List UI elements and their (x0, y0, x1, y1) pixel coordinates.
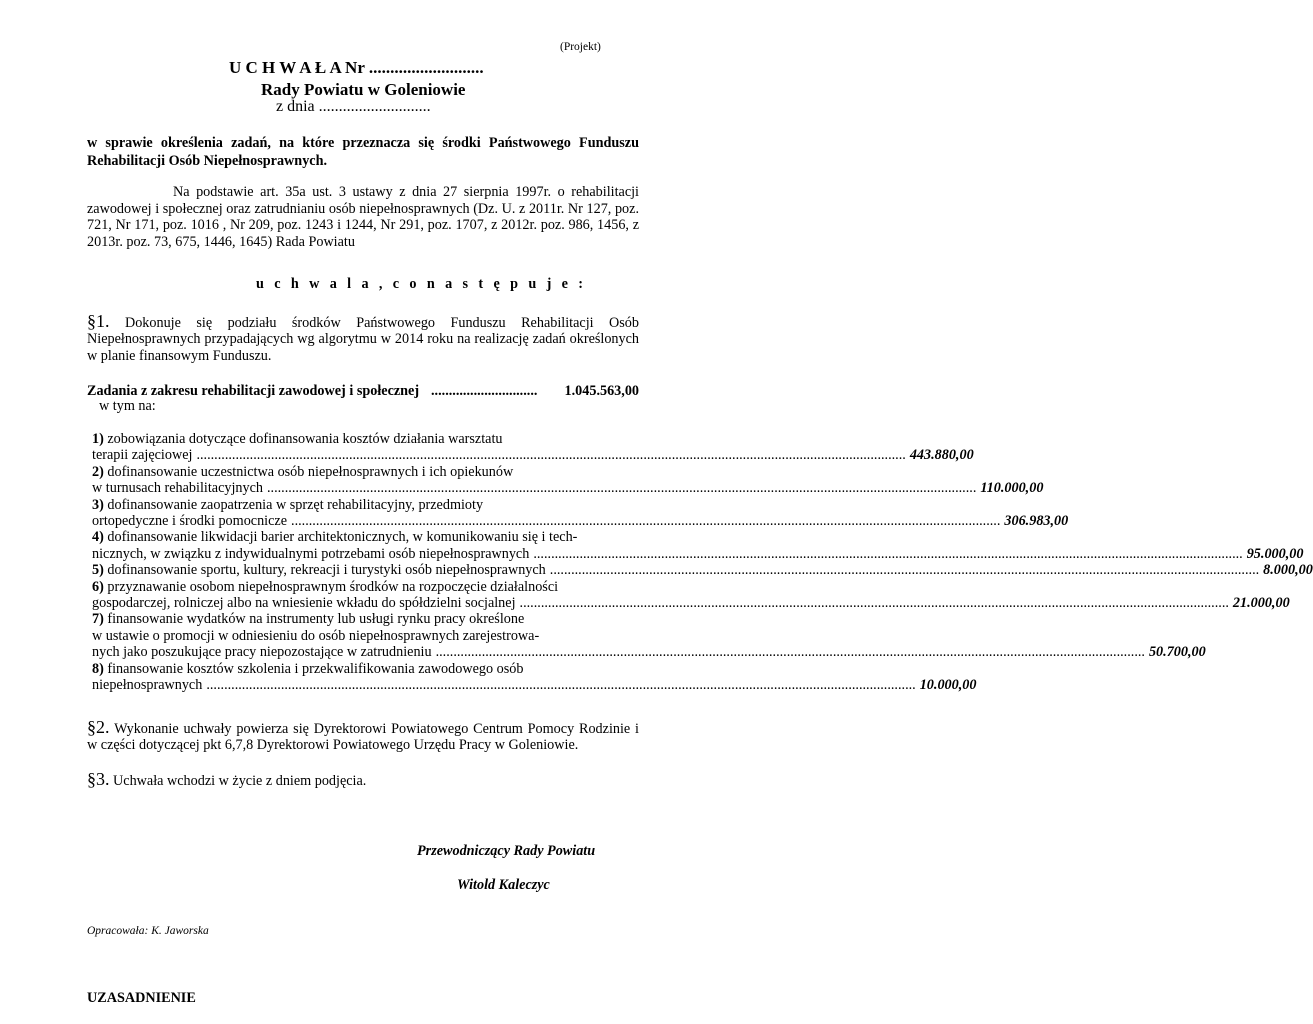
task-amount: 21.000,00 (1232, 594, 1290, 611)
task-text-line: przyznawanie osobom niepełnosprawnym środków na rozpoczęcie działalności (107, 578, 559, 595)
task-text-last: terapii zajęciowej (92, 447, 193, 464)
dot-leader: ........................................................................................................................................................................................................ (291, 512, 1001, 529)
total-intro: w tym na: (99, 398, 156, 414)
total-label: Zadania z zakresu rehabilitacji zawodowej i społecznej (87, 383, 420, 399)
task-number: 3) (92, 496, 104, 513)
task-amount: 306.983,00 (1004, 512, 1069, 529)
task-item (92, 660, 977, 694)
section-1-mark: §1. (87, 311, 110, 331)
task-amount: 443.880,00 (909, 447, 974, 464)
date-line: z dnia ............................ (276, 98, 431, 115)
task-amount: 50.700,00 (1148, 644, 1206, 661)
task-text-line: finansowanie wydatków na instrumenty lub usługi rynku pracy określone (107, 611, 525, 628)
task-text-last: w turnusach rehabilitacyjnych (92, 480, 263, 497)
dot-leader: ........................................................................................................................................................................................................ (206, 676, 916, 693)
dot-leader: ........................................................................................................................................................................................................ (549, 562, 1260, 579)
prepared-by: Opracowała: K. Jaworska (87, 925, 209, 937)
task-number: 8) (92, 660, 104, 677)
section-1-text: Dokonuje się podziału środków Państwowego Funduszu Rehabilitacji Osób Niepełnosprawnych przypadających wg algorytmu w 2014 roku na realizację zadań określonych w planie finansowym Funduszu. (87, 315, 639, 364)
task-item (92, 496, 1069, 530)
resolution-title: U C H W A Ł A Nr ........................... (229, 58, 484, 77)
dot-leader: ........................................................................................................................................................................................................ (435, 644, 1145, 661)
task-amount: 10.000,00 (919, 676, 977, 693)
task-text-last: dofinansowanie sportu, kultury, rekreacji i turystyki osób niepełnosprawnych (107, 562, 546, 579)
task-text-line: zobowiązania dotyczące dofinansowania kosztów działania warsztatu (107, 431, 503, 447)
section-3-text: Uchwała wchodzi w życie z dniem podjęcia. (113, 773, 367, 789)
total-amount: 1.045.563,00 (564, 383, 639, 399)
task-amount: 110.000,00 (980, 480, 1044, 497)
justification-heading: UZASADNIENIE (87, 990, 196, 1006)
resolves-line: u c h w a l a , c o n a s t ę p u j e : (256, 276, 587, 292)
task-item (92, 463, 1044, 497)
task-text-last: niepełnosprawnych (92, 676, 203, 693)
project-note: (Projekt) (560, 41, 601, 53)
dot-leader: ........................................................................................................................................................................................................ (266, 480, 977, 497)
task-text-line: finansowanie kosztów szkolenia i przekwalifikowania zawodowego osób (107, 660, 524, 677)
task-item (92, 562, 1313, 579)
signatory-role: Przewodniczący Rady Powiatu (417, 843, 596, 859)
section-2-text: Wykonanie uchwały powierza się Dyrektorowi Powiatowego Centrum Pomocy Rodzinie i w części dotyczącej pkt 6,7,8 Dyrektorowi Powiatowego Urzędu Pracy w Goleniowie. (87, 721, 639, 754)
section-1 (87, 313, 639, 364)
task-number: 5) (92, 562, 104, 579)
task-text-last: gospodarczej, rolniczej albo na wniesienie wkładu do spółdzielni socjalnej (92, 594, 516, 611)
council-name: Rady Powiatu w Goleniowie (261, 80, 466, 99)
task-number: 7) (92, 611, 104, 628)
signatory-name: Witold Kaleczyc (457, 877, 550, 893)
section-2-mark: §2. (87, 717, 110, 737)
section-3-mark: §3. (87, 769, 110, 789)
resolution-subject: w sprawie określenia zadań, na które przeznacza się środki Państwowego Funduszu Rehabilitacji Osób Niepełnosprawnych. (87, 135, 639, 169)
task-text-line: dofinansowanie likwidacji barier architektonicznych, w komunikowaniu się i tech- (107, 529, 578, 546)
dot-leader: ........................................................................................................................................................................................................ (533, 545, 1243, 562)
task-item (92, 529, 1304, 562)
task-text-last: ortopedyczne i środki pomocnicze (92, 512, 288, 529)
task-number: 4) (92, 529, 104, 546)
task-item (92, 611, 1206, 661)
total-dots: .............................. (431, 383, 538, 399)
task-amount: 8.000,00 (1263, 562, 1313, 579)
task-text-line: w ustawie o promocji w odniesieniu do osób niepełnosprawnych zarejestrowa- (92, 627, 540, 644)
task-number: 1) (92, 431, 104, 447)
dot-leader: ........................................................................................................................................................................................................ (196, 447, 906, 464)
task-text-line: dofinansowanie zaopatrzenia w sprzęt rehabilitacyjny, przedmioty (107, 496, 484, 513)
task-list (92, 431, 1313, 693)
task-item (92, 431, 974, 464)
task-text-last: nych jako poszukujące pracy niepozostające w zatrudnieniu (92, 644, 432, 661)
task-text-last: nicznych, w związku z indywidualnymi potrzebami osób niepełnosprawnych (92, 545, 530, 562)
task-amount: 95.000,00 (1246, 545, 1304, 562)
task-number: 6) (92, 578, 104, 595)
section-3 (87, 771, 639, 789)
total-row (87, 383, 639, 400)
dot-leader: ........................................................................................................................................................................................................ (519, 594, 1229, 611)
section-2 (87, 719, 639, 754)
task-number: 2) (92, 463, 104, 480)
task-item (92, 578, 1290, 612)
task-text-line: dofinansowanie uczestnictwa osób niepełnosprawnych i ich opiekunów (107, 463, 514, 480)
legal-basis: Na podstawie art. 35a ust. 3 ustawy z dnia 27 sierpnia 1997r. o rehabilitacji zawodowej i społecznej oraz zatrudnianiu osób niepełnosprawnych (Dz. U. z 2011r. Nr 127, poz. 721, Nr 171, poz. 1016 , Nr 209, poz. 1243 i 1244, Nr 291, poz. 1707, z 2012r. poz. 986, 1456, z 2013r. poz. 73, 675, 1446, 1645) Rada Powiatu (87, 184, 639, 251)
